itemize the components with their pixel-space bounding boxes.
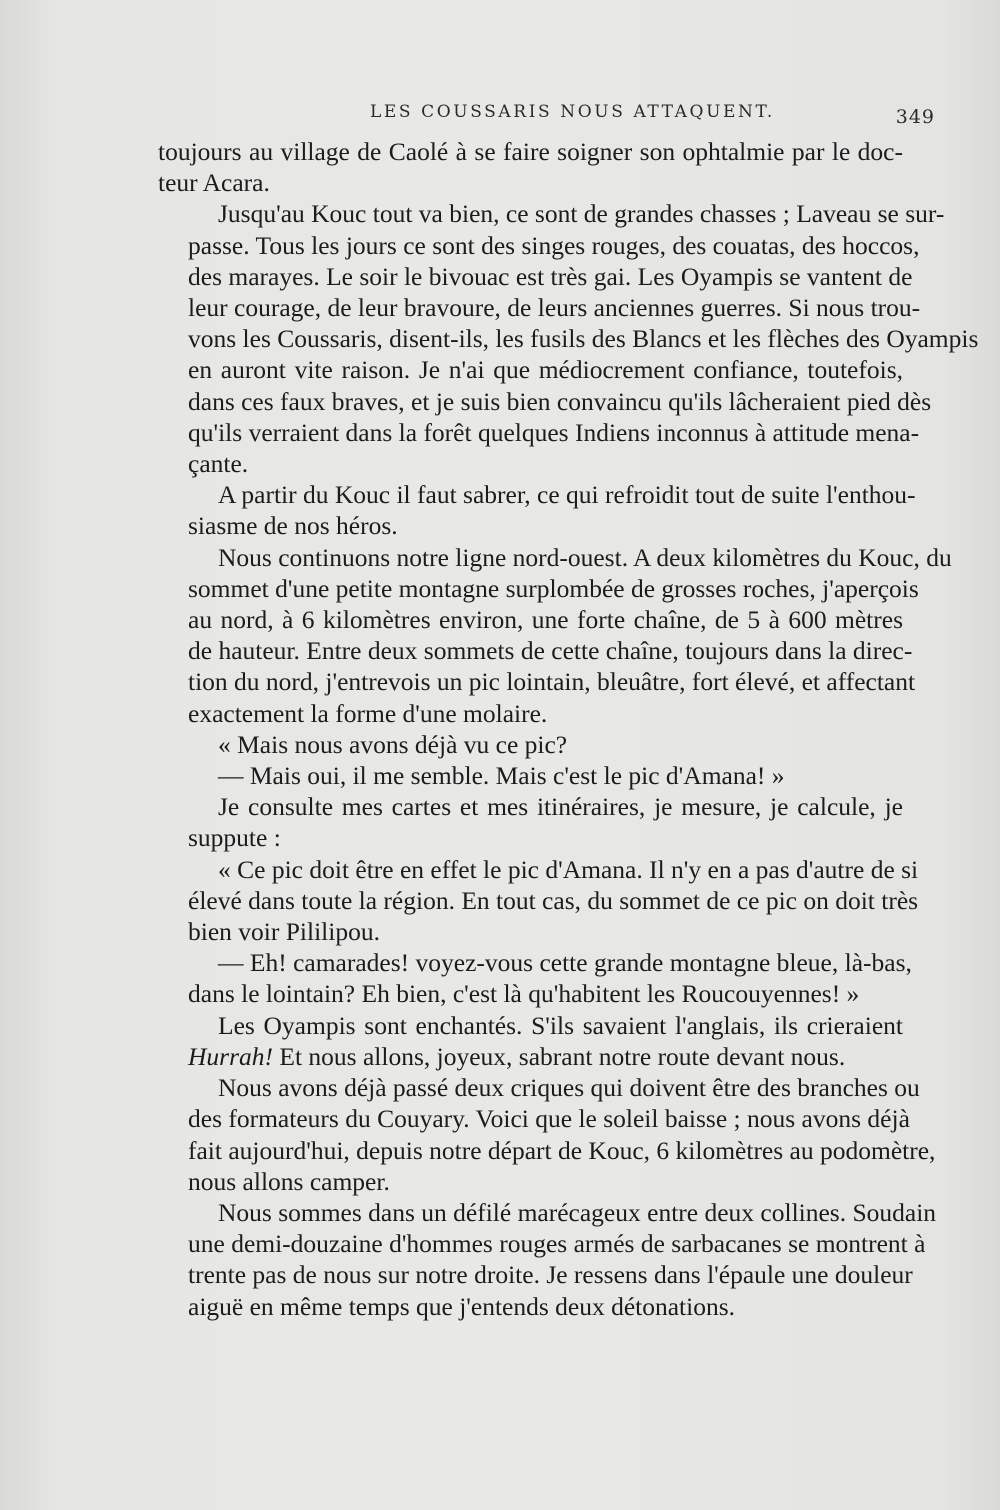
text-line: nous allons camper. [188,1166,390,1196]
paragraph [158,542,952,729]
text-line: au nord, à 6 kilomètres environ, une forte chaîne, de 5 à 600 mètres [188,605,903,635]
text-line: aiguë en même temps que j'entends deux détonations. [188,1291,736,1321]
text-line: « Ce pic doit être en effet le pic d'Amana. Il n'y en a pas d'autre de si [218,854,919,884]
italic-word: Hurrah! [188,1041,274,1071]
paragraph [158,1072,936,1197]
text-line: — Mais oui, il me semble. Mais c'est le pic d'Amana! » [218,761,785,791]
running-head [160,100,935,130]
text-line: bien voir Pililipou. [188,917,380,947]
body-text [158,136,979,1322]
paragraph [158,1010,903,1072]
text-line: A partir du Kouc il faut sabrer, ce qui refroidit tout de suite l'enthou- [218,480,916,510]
paragraph [158,854,919,948]
text-line: — Eh! camarades! voyez-vous cette grande montagne bleue, là-bas, [218,948,912,978]
paragraph [158,947,912,1009]
paragraph [158,479,916,541]
text-line: de hauteur. Entre deux sommets de cette chaîne, toujours dans la direc- [188,636,913,666]
paragraph [158,136,903,198]
text-line: Nous avons déjà passé deux criques qui doivent être des branches ou [218,1073,920,1103]
paragraph [158,791,903,853]
text-line: Nous sommes dans un défilé marécageux entre deux collines. Soudain [218,1197,937,1227]
text-line: teur Acara. [158,168,270,198]
text-line: sommet d'une petite montagne surplombée de grosses roches, j'aperçois [188,573,919,603]
paragraph [158,1197,937,1322]
text-line [158,1041,903,1072]
text-line: suppute : [188,823,281,853]
text-line: « Mais nous avons déjà vu ce pic? [218,729,568,759]
text-line: Nous continuons notre ligne nord-ouest. A deux kilomètres du Kouc, du [218,542,952,572]
text-line: une demi-douzaine d'hommes rouges armés de sarbacanes se montrent à [188,1229,926,1259]
text-line: dans le lointain? Eh bien, c'est là qu'habitent les Roucouyennes! » [188,979,860,1009]
text-line: Je consulte mes cartes et mes itinéraires, je mesure, je calcule, je [218,792,903,822]
text-line: tion du nord, j'entrevois un pic lointain, bleuâtre, fort élevé, et affectant [188,667,916,697]
text-line: en auront vite raison. Je n'ai que médiocrement confiance, toutefois, [188,355,903,385]
text-line: qu'ils verraient dans la forêt quelques Indiens inconnus à attitude mena- [188,417,920,447]
text-line: siasme de nos héros. [188,511,398,541]
text-line: Les Oyampis sont enchantés. S'ils savaient l'anglais, ils crieraient [218,1010,903,1040]
text-line: des marayes. Le soir le bivouac est très gai. Les Oyampis se vantent de [188,261,913,291]
text-line: exactement la forme d'une molaire. [188,698,548,728]
text-line: passe. Tous les jours ce sont des singes rouges, des couatas, des hoccos, [188,230,920,260]
text-line: fait aujourd'hui, depuis notre départ de Kouc, 6 kilomètres au podomètre, [188,1135,936,1165]
paragraph [158,198,979,479]
paragraph [158,729,903,760]
text-run: Et nous allons, joyeux, sabrant notre route devant nous. [273,1041,846,1071]
text-line: élevé dans toute la région. En tout cas, du sommet de ce pic on doit très [188,885,919,915]
paragraph [158,760,903,791]
text-line: dans ces faux braves, et je suis bien convaincu qu'ils lâcheraient pied dès [188,386,932,416]
text-line: leur courage, de leur bravoure, de leurs anciennes guerres. Si nous trou- [188,293,921,323]
running-title: LES COUSSARIS NOUS ATTAQUENT. [370,102,775,122]
text-line: çante. [188,449,249,479]
text-line: vons les Coussaris, disent-ils, les fusils des Blancs et les flèches des Oyampis [188,324,979,354]
page-number: 349 [895,106,935,128]
text-line: Jusqu'au Kouc tout va bien, ce sont de grandes chasses ; Laveau se sur- [218,199,945,229]
text-line: trente pas de nous sur notre droite. Je ressens dans l'épaule une douleur [188,1260,913,1290]
text-line: des formateurs du Couyary. Voici que le soleil baisse ; nous avons déjà [188,1104,910,1134]
text-line: toujours au village de Caolé à se faire soigner son ophtalmie par le doc- [158,137,903,166]
